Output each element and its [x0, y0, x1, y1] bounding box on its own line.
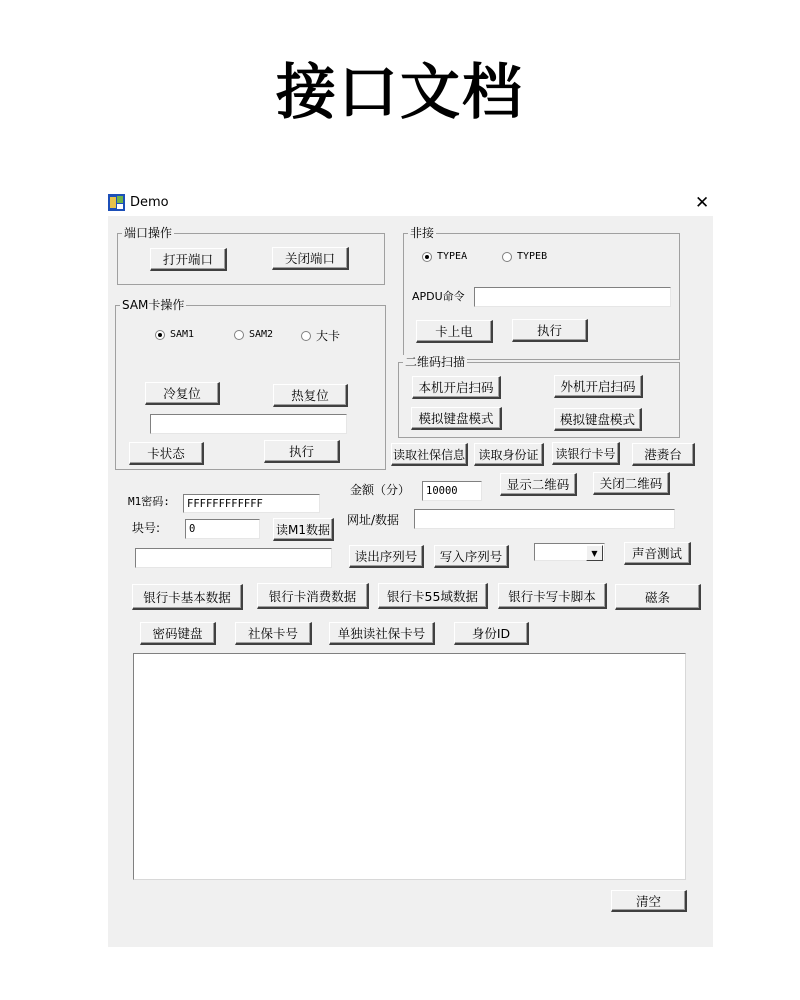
m1-password-input[interactable]: FFFFFFFFFFFF: [183, 494, 320, 513]
keyboard-mode-button-2[interactable]: 模拟键盘模式: [554, 408, 642, 431]
read-m1-data-button[interactable]: 读M1数据: [273, 518, 334, 541]
url-data-label: 网址/数据: [347, 513, 400, 527]
contactless-group-label: 非接: [410, 226, 435, 240]
typeb-radio-label: TYPEB: [517, 251, 548, 262]
url-data-input[interactable]: [414, 509, 675, 529]
document-title: 接口文档: [276, 58, 524, 128]
warm-reset-button[interactable]: 热复位: [273, 384, 348, 407]
sound-test-button[interactable]: 声音测试: [624, 542, 691, 565]
serial-combo[interactable]: [534, 543, 605, 561]
big-card-radio-dot: [301, 331, 311, 341]
hk-taiwan-button[interactable]: 港赉台: [632, 443, 695, 466]
port-group-label: 端口操作: [124, 226, 173, 240]
read-social-number-only-button[interactable]: 单独读社保卡号: [329, 622, 435, 645]
big-card-radio[interactable]: [301, 329, 340, 343]
amount-label: 金额（分）: [350, 483, 411, 497]
contactless-exec-button[interactable]: 执行: [512, 319, 588, 342]
show-qr-button[interactable]: 显示二维码: [500, 473, 577, 496]
block-number-label: 块号:: [132, 521, 161, 535]
cold-reset-button[interactable]: 冷复位: [145, 382, 220, 405]
typea-radio[interactable]: [422, 251, 467, 262]
sam1-radio-label: SAM1: [170, 329, 195, 340]
apdu-input[interactable]: [474, 287, 671, 307]
sam2-radio-label: SAM2: [249, 329, 274, 340]
clear-button[interactable]: 清空: [611, 890, 687, 912]
big-card-radio-label: 大卡: [316, 329, 341, 343]
power-on-button[interactable]: 卡上电: [416, 320, 493, 343]
keyboard-mode-button-1[interactable]: 模拟键盘模式: [411, 407, 502, 430]
typea-radio-label: TYPEA: [437, 251, 468, 262]
close-qr-button[interactable]: 关闭二维码: [593, 472, 670, 495]
sam1-radio[interactable]: [155, 329, 194, 340]
typeb-radio[interactable]: [502, 251, 547, 262]
close-port-button[interactable]: 关闭端口: [272, 247, 349, 270]
qr-group-label: 二维码扫描: [405, 355, 466, 369]
block-number-input[interactable]: 0: [185, 519, 260, 539]
chevron-down-icon[interactable]: ▼: [586, 545, 603, 561]
sam2-radio[interactable]: [234, 329, 273, 340]
bank-write-script-button[interactable]: 银行卡写卡脚本: [498, 583, 607, 609]
amount-input[interactable]: 10000: [422, 481, 482, 501]
sam1-radio-dot: [155, 330, 165, 340]
read-id-card-button[interactable]: 读取身份证: [474, 443, 544, 466]
read-serial-button[interactable]: 读出序列号: [349, 545, 424, 568]
close-icon[interactable]: ✕: [695, 193, 710, 213]
window-title: Demo: [130, 195, 169, 210]
bank-field55-button[interactable]: 银行卡55域数据: [378, 583, 488, 609]
typea-radio-dot: [422, 252, 432, 262]
open-port-button[interactable]: 打开端口: [150, 248, 227, 271]
bank-basic-data-button[interactable]: 银行卡基本数据: [132, 584, 243, 610]
write-serial-button[interactable]: 写入序列号: [434, 545, 509, 568]
m1-data-input[interactable]: [135, 548, 332, 568]
sam2-radio-dot: [234, 330, 244, 340]
bank-consume-data-button[interactable]: 银行卡消费数据: [257, 583, 369, 609]
read-bank-card-button[interactable]: 读银行卡号: [552, 442, 620, 465]
pinpad-button[interactable]: 密码键盘: [140, 622, 216, 645]
card-status-button[interactable]: 卡状态: [129, 442, 204, 465]
external-scan-button[interactable]: 外机开启扫码: [554, 375, 643, 398]
m1-password-label: M1密码:: [128, 495, 170, 508]
sam-group-label: SAM卡操作: [122, 298, 185, 312]
magstripe-button[interactable]: 磁条: [615, 584, 701, 610]
typeb-radio-dot: [502, 252, 512, 262]
output-textarea[interactable]: [133, 653, 686, 880]
identity-id-button[interactable]: 身份ID: [454, 622, 529, 645]
local-scan-button[interactable]: 本机开启扫码: [412, 376, 501, 399]
app-icon: [108, 194, 125, 211]
apdu-label: APDU命令: [412, 290, 465, 303]
social-card-number-button[interactable]: 社保卡号: [235, 622, 312, 645]
read-social-info-button[interactable]: 读取社保信息: [391, 443, 468, 466]
sam-input[interactable]: [150, 414, 347, 434]
sam-exec-button[interactable]: 执行: [264, 440, 340, 463]
